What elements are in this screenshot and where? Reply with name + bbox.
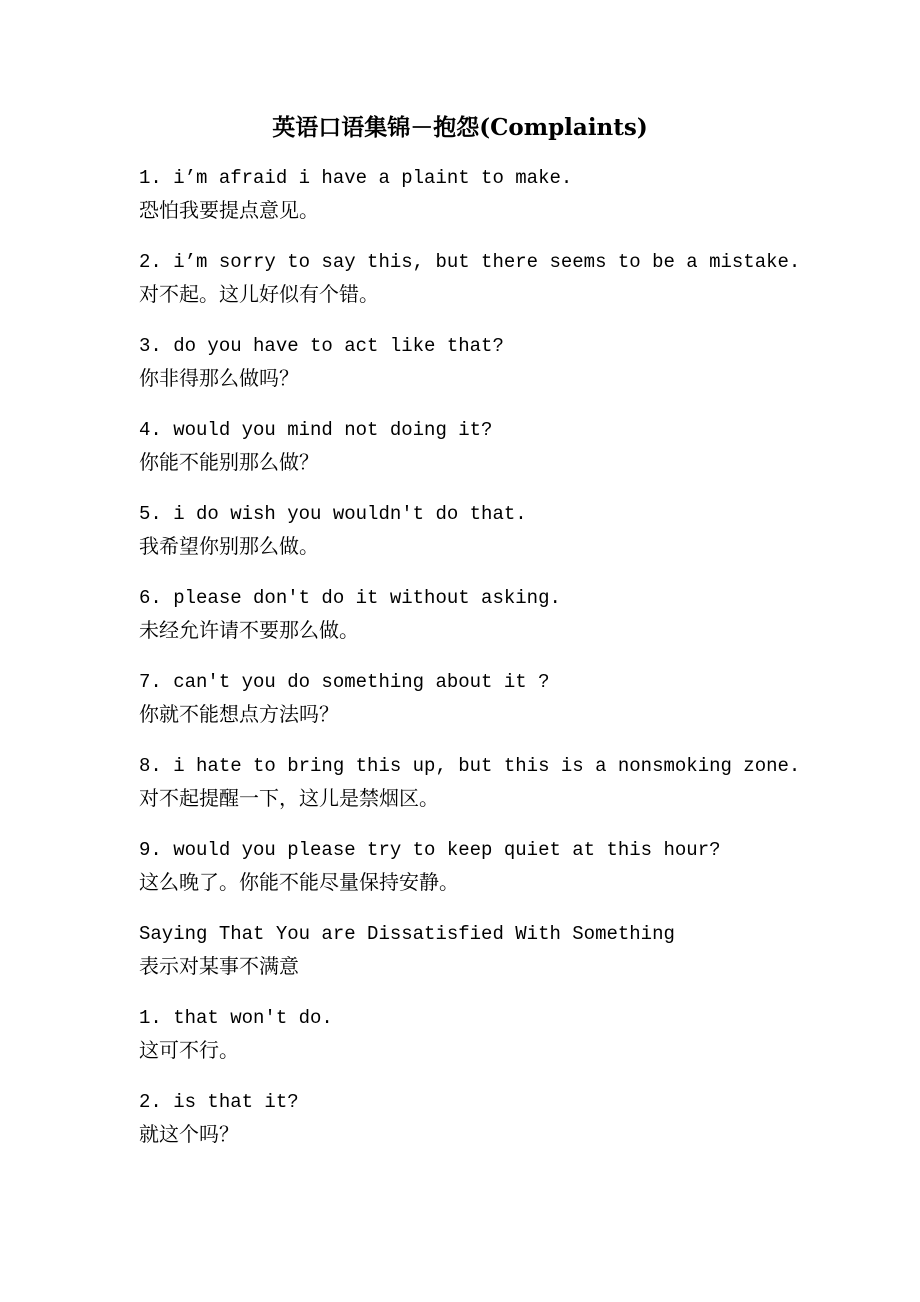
chinese-translation: 未经允许请不要那么做。 bbox=[139, 618, 359, 642]
chinese-translation: 你就不能想点方法吗？ bbox=[139, 702, 339, 726]
chinese-translation: 就这个吗？ bbox=[139, 1122, 239, 1146]
english-sentence: 3. do you have to act like that? bbox=[139, 335, 504, 357]
complaint-item-9 bbox=[139, 834, 899, 898]
chinese-translation: 这么晚了。你能不能尽量保持安静。 bbox=[139, 870, 459, 894]
document-title: 英语口语集锦－抱怨(Complaints) bbox=[272, 114, 648, 141]
chinese-translation: 恐怕我要提点意见。 bbox=[139, 198, 319, 222]
english-sentence: 2. is that it? bbox=[139, 1091, 299, 1113]
english-sentence: 7. can't you do something about it ? bbox=[139, 671, 550, 693]
complaint-item-3 bbox=[139, 330, 899, 394]
complaint-item-1 bbox=[139, 162, 899, 226]
chinese-translation: 你能不能别那么做？ bbox=[139, 450, 319, 474]
dissatisfied-item-1 bbox=[139, 1002, 899, 1066]
section-heading-english: Saying That You are Dissatisfied With Something bbox=[139, 923, 675, 945]
english-sentence: 9. would you please try to keep quiet at this hour? bbox=[139, 839, 721, 861]
english-sentence: 1. that won't do. bbox=[139, 1007, 333, 1029]
english-sentence: 2. i’m sorry to say this, but there seems to be a mistake. bbox=[139, 251, 801, 273]
complaint-item-7 bbox=[139, 666, 899, 730]
document-body bbox=[139, 162, 899, 1170]
complaint-item-5 bbox=[139, 498, 899, 562]
english-sentence: 6. please don't do it without asking. bbox=[139, 587, 561, 609]
english-sentence: 5. i do wish you wouldn't do that. bbox=[139, 503, 527, 525]
chinese-translation: 这可不行。 bbox=[139, 1038, 239, 1062]
english-sentence: 1. i’m afraid i have a plaint to make. bbox=[139, 167, 573, 189]
section-heading-chinese: 表示对某事不满意 bbox=[139, 954, 299, 978]
complaint-item-8 bbox=[139, 750, 899, 814]
chinese-translation: 对不起提醒一下，这儿是禁烟区。 bbox=[139, 786, 439, 810]
chinese-translation: 你非得那么做吗？ bbox=[139, 366, 299, 390]
complaint-item-2 bbox=[139, 246, 899, 310]
complaint-item-6 bbox=[139, 582, 899, 646]
chinese-translation: 我希望你别那么做。 bbox=[139, 534, 319, 558]
english-sentence: 8. i hate to bring this up, but this is a nonsmoking zone. bbox=[139, 755, 801, 777]
english-sentence: 4. would you mind not doing it? bbox=[139, 419, 493, 441]
dissatisfied-item-2 bbox=[139, 1086, 899, 1150]
chinese-translation: 对不起。这儿好似有个错。 bbox=[139, 282, 379, 306]
section-heading bbox=[139, 918, 899, 982]
complaint-item-4 bbox=[139, 414, 899, 478]
